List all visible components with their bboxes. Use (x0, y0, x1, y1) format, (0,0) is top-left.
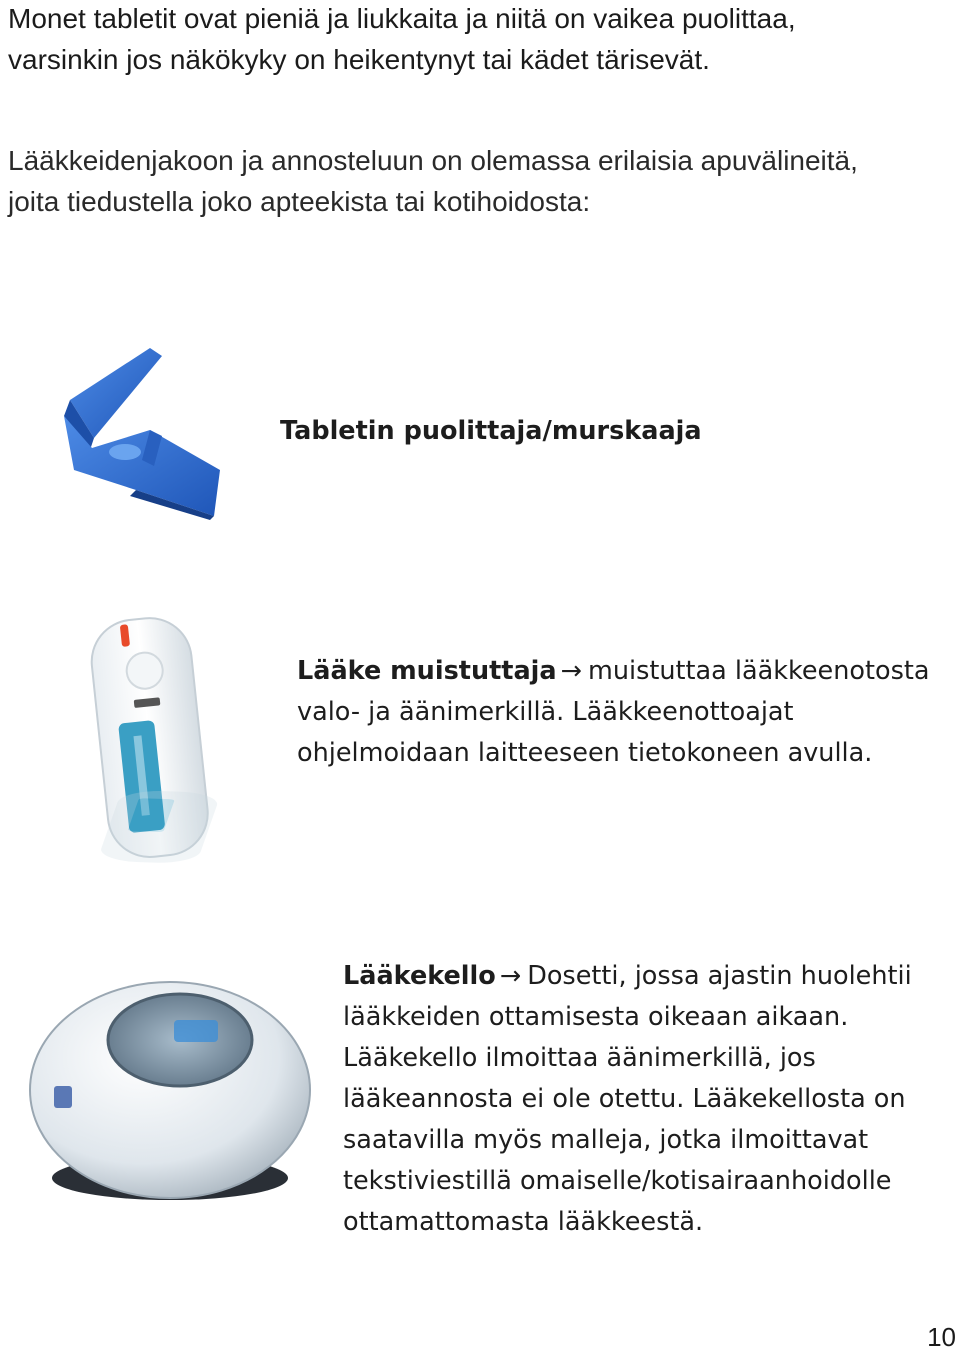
intro-line-1: Monet tabletit ovat pieniä ja liukkaita ja niitä on vaikea puolittaa, (8, 3, 796, 34)
intro-paragraph-1 (8, 0, 796, 80)
intro-line-3: Lääkkeidenjakoon ja annosteluun on olemassa erilaisia apuvälineitä, (8, 145, 858, 176)
medication-reminder-line-1: muistuttaa lääkkeenotosta (588, 656, 930, 686)
pill-clock-line-2: lääkkeiden ottamisesta oikeaan aikaan. (343, 1002, 849, 1032)
medication-reminder-line-2: valo- ja äänimerkillä. Lääkkeenottoajat (297, 697, 794, 727)
pill-clock-line-4: lääkeannosta ei ole otettu. Lääkekellosta on (343, 1084, 906, 1114)
pill-clock-line-7: ottamattomasta lääkkeestä. (343, 1207, 704, 1237)
pill-clock-line-3: Lääkekello ilmoittaa äänimerkillä, jos (343, 1043, 816, 1073)
intro-line-2: varsinkin jos näkökyky on heikentynyt tai kädet tärisevät. (8, 44, 710, 75)
pill-clock-caption (343, 956, 953, 1243)
page-number: 10 (927, 1322, 956, 1352)
pill-splitter-caption: Tabletin puolittaja/murskaaja (280, 416, 702, 446)
medication-reminder-title: Lääke muistuttaja (297, 656, 557, 686)
pill-clock-line-5: saatavilla myös malleja, jotka ilmoittavat (343, 1125, 869, 1155)
intro-line-4: joita tiedustella joko apteekista tai kotihoidosta: (8, 186, 591, 217)
arrow-icon: → (560, 656, 583, 686)
medication-reminder-caption (297, 651, 957, 774)
pill-clock-photo (20, 940, 320, 1220)
pill-clock-line-1: Dosetti, jossa ajastin huolehtii (527, 961, 912, 991)
intro-paragraph-2 (8, 140, 858, 222)
pill-splitter-photo (30, 320, 260, 560)
arrow-icon: → (499, 961, 522, 991)
medication-reminder-photo (60, 610, 250, 940)
medication-reminder-line-3: ohjelmoidaan laitteeseen tietokoneen avulla. (297, 738, 873, 768)
pill-clock-line-6: tekstiviestillä omaiselle/kotisairaanhoidolle (343, 1166, 892, 1196)
pill-clock-title: Lääkekello (343, 961, 496, 991)
